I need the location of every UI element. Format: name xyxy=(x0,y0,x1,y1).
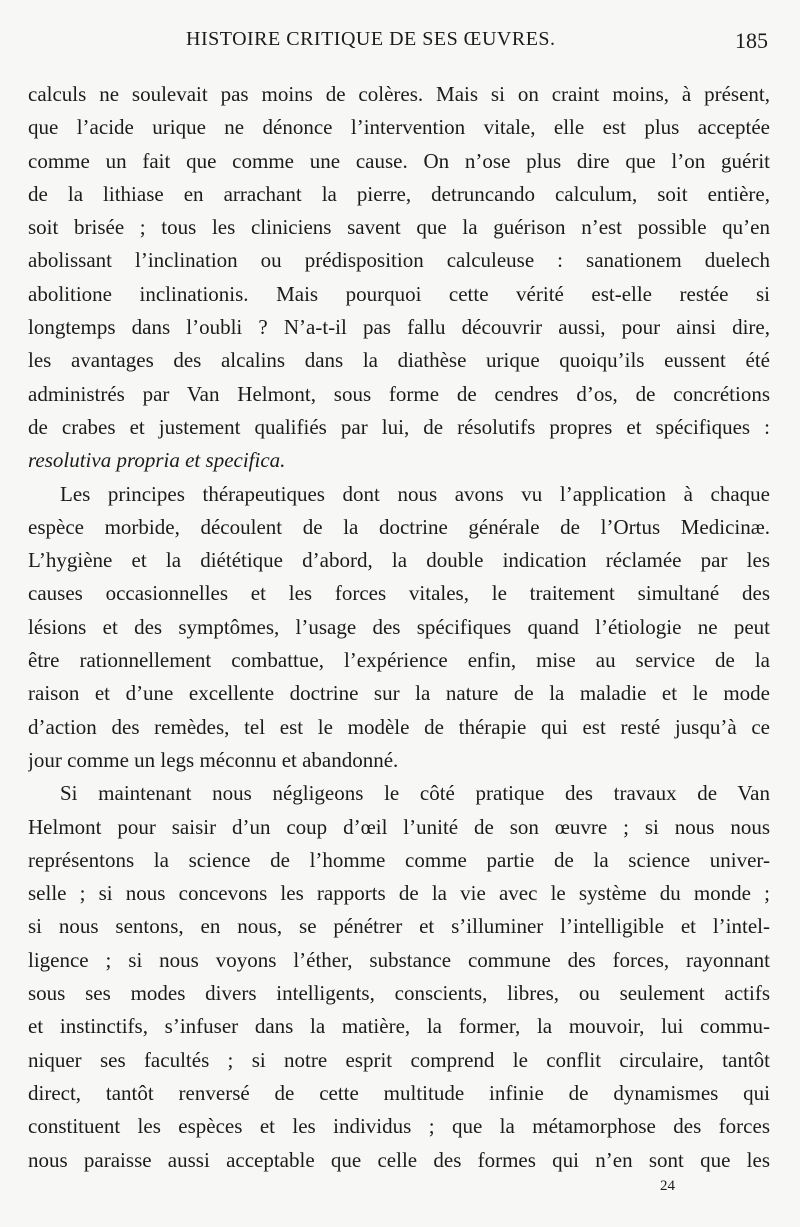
text-line: espèce morbide, découlent de la doctrine générale de l’Ortus Medicinæ. xyxy=(28,514,770,539)
text-line: calculs ne soulevait pas moins de colères. Mais si on craint moins, à présent, xyxy=(28,82,770,106)
text-line-italic xyxy=(28,444,770,477)
text-line: niquer ses facultés ; si notre esprit comprend le conflit circulaire, tantôt xyxy=(28,1047,770,1072)
text-line: si nous sentons, en nous, se pénétrer et s’illuminer l’intelligible et l’intel- xyxy=(28,914,770,939)
paragraph-start-line: Les principes thérapeutiques dont nous avons vu l’application à chaque xyxy=(60,481,770,506)
text-line: et instinctifs, s’infuser dans la matière, la former, la mouvoir, lui commu- xyxy=(28,1014,770,1039)
text-line: selle ; si nous concevons les rapports de la vie avec le système du monde ; xyxy=(28,881,770,906)
text-line: administrés par Van Helmont, sous forme de cendres d’os, de concrétions xyxy=(28,381,770,406)
page-body xyxy=(28,78,770,1177)
paragraph-start-line: Si maintenant nous négligeons le côté pratique des travaux de Van xyxy=(60,781,770,806)
text-line: soit brisée ; tous les cliniciens savent que la guérison n’est possible qu’en xyxy=(28,215,770,240)
latin-quote: resolutiva propria et specifica. xyxy=(28,448,286,473)
text-line: sous ses modes divers intelligents, conscients, libres, ou seulement actifs xyxy=(28,981,770,1006)
text-line: comme un fait que comme une cause. On n’ose plus dire que l’on guérit xyxy=(28,148,770,173)
page-header xyxy=(0,26,800,60)
text-line: direct, tantôt renversé de cette multitude infinie de dynamismes qui xyxy=(28,1080,770,1105)
page-number: 185 xyxy=(735,28,768,53)
running-title: HISTOIRE CRITIQUE DE SES ŒUVRES. xyxy=(186,28,556,50)
text-line: abolissant l’inclination ou prédisposition calculeuse : sanationem duelech xyxy=(28,248,770,273)
text-line: constituent les espèces et les individus ; que la métamorphose des forces xyxy=(28,1114,770,1139)
text-line: de crabes et justement qualifiés par lui, de résolutifs propres et spécifiques : xyxy=(28,414,770,439)
text-line: que l’acide urique ne dénonce l’intervention vitale, elle est plus acceptée xyxy=(28,115,770,140)
text-line: représentons la science de l’homme comme partie de la science univer- xyxy=(28,847,770,872)
text-line: nous paraisse aussi acceptable que celle des formes qui n’en sont que les xyxy=(28,1147,770,1172)
text-line: être rationnellement combattue, l’expérience enfin, mise au service de la xyxy=(28,648,770,673)
text-line: d’action des remèdes, tel est le modèle de thérapie qui est resté jusqu’à ce xyxy=(28,714,770,739)
text-line: Helmont pour saisir d’un coup d’œil l’unité de son œuvre ; si nous nous xyxy=(28,814,770,839)
text-line: longtemps dans l’oubli ? N’a-t-il pas fallu découvrir aussi, pour ainsi dire, xyxy=(28,315,770,340)
text-line: ligence ; si nous voyons l’éther, substance commune des forces, rayonnant xyxy=(28,947,770,972)
text-line: abolitione inclinationis. Mais pourquoi cette vérité est-elle restée si xyxy=(28,281,770,306)
text-line: causes occasionnelles et les forces vitales, le traitement simultané des xyxy=(28,581,770,606)
text-line: lésions et des symptômes, l’usage des spécifiques quand l’étiologie ne peut xyxy=(28,614,770,639)
text-line: jour comme un legs méconnu et abandonné. xyxy=(28,747,399,772)
text-line: de la lithiase en arrachant la pierre, detruncando calculum, soit entière, xyxy=(28,181,770,206)
signature-mark: 24 xyxy=(660,1178,675,1194)
text-line: les avantages des alcalins dans la diathèse urique quoiqu’ils eussent été xyxy=(28,348,770,373)
text-line: raison et d’une excellente doctrine sur la nature de la maladie et le mode xyxy=(28,681,770,706)
text-line: L’hygiène et la diététique d’abord, la double indication réclamée par les xyxy=(28,548,770,573)
